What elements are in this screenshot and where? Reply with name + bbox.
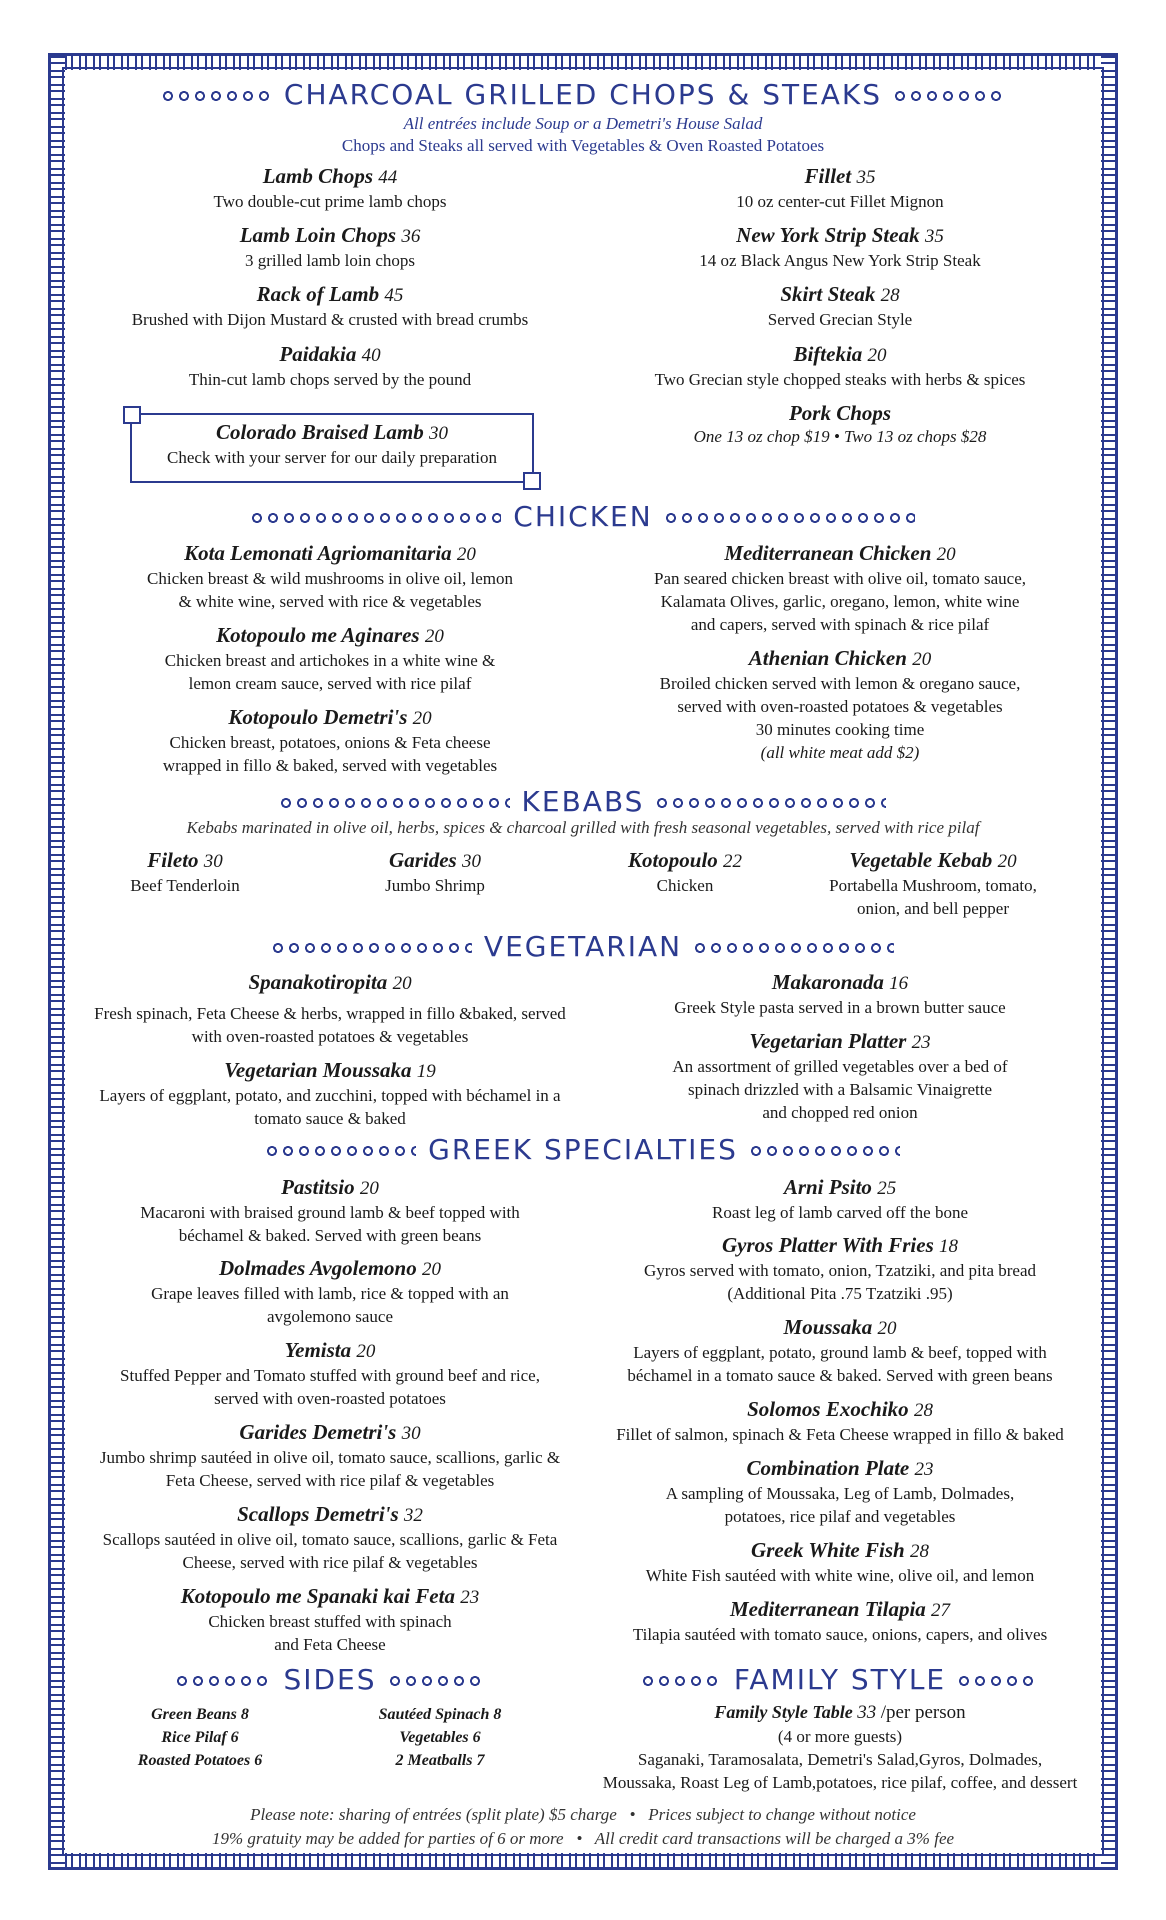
- footer-text: Prices subject to change without notice: [648, 1805, 916, 1824]
- item-desc: with oven-roasted potatoes & vegetables: [191, 1027, 469, 1046]
- wave-ornament-icon: [665, 512, 915, 524]
- item-desc: béchamel in a tomato sauce & baked. Served with green beans: [627, 1366, 1053, 1385]
- wave-ornament-icon: [389, 1675, 484, 1687]
- item-desc: wrapped in fillo & baked, served with vegetables: [162, 756, 498, 775]
- item-desc: 10 oz center-cut Fillet Mignon: [736, 192, 944, 211]
- item-desc: Gyros served with tomato, onion, Tzatziki, and pita bread: [643, 1261, 1036, 1280]
- menu-item: [590, 164, 1090, 213]
- wave-ornament-icon: [272, 942, 472, 954]
- item-price: 40: [361, 345, 381, 366]
- side-item: Green Beans 8: [151, 1706, 249, 1723]
- item-name: Combination Plate: [746, 1456, 910, 1480]
- item-name: Fileto: [147, 848, 199, 872]
- item-price: 19: [416, 1061, 436, 1082]
- menu-item: [80, 1256, 580, 1328]
- section-subtitle: Chops and Steaks all served with Vegetables & Oven Roasted Potatoes: [341, 136, 825, 155]
- item-name: Arni Psito: [783, 1175, 872, 1199]
- menu-item: [80, 1338, 580, 1410]
- wave-ornament-icon: [694, 942, 894, 954]
- item-price: 20: [392, 973, 412, 994]
- item-price: 30: [203, 851, 223, 872]
- menu-item: [80, 1584, 580, 1656]
- menu-item: [590, 342, 1090, 391]
- menu-item: [590, 1538, 1090, 1587]
- wave-ornament-icon: [894, 90, 1004, 102]
- item-desc: Chicken: [656, 876, 714, 895]
- item-price: 35: [924, 226, 944, 247]
- footer-note: 19% gratuity may be added for parties of 6 or more • All credit card transactions will be charged a 3% fee: [211, 1829, 955, 1848]
- menu-item: [590, 1315, 1090, 1387]
- item-desc: Stuffed Pepper and Tomato stuffed with ground beef and rice,: [120, 1366, 540, 1385]
- item-price: 30: [401, 1423, 421, 1444]
- footer-text: 19% gratuity may be added for parties of 6 or more: [211, 1829, 564, 1848]
- item-desc: Fillet of salmon, spinach & Feta Cheese wrapped in fillo & baked: [616, 1425, 1064, 1444]
- item-price: 32: [403, 1505, 423, 1526]
- item-desc: Check with your server for our daily preparation: [167, 448, 497, 467]
- item-name: Athenian Chicken: [748, 646, 907, 670]
- item-desc: Scallops sautéed in olive oil, tomato sauce, scallions, garlic & Feta: [102, 1530, 558, 1549]
- item-name: Gyros Platter With Fries: [721, 1233, 934, 1257]
- menu-item: [80, 342, 580, 391]
- menu-item: [590, 1597, 1090, 1646]
- menu-item: [110, 848, 260, 897]
- item-price: 33: [857, 1702, 877, 1723]
- item-desc: Two double-cut prime lamb chops: [213, 192, 447, 211]
- menu-item: [80, 970, 580, 1048]
- menu-item: [590, 1175, 1090, 1224]
- section-title-family-style: [590, 1663, 1090, 1696]
- section-title-text: FAMILY STYLE: [733, 1663, 947, 1696]
- wave-ornament-icon: [642, 1675, 722, 1687]
- item-name: Garides Demetri's: [239, 1420, 397, 1444]
- item-desc: served with oven-roasted potatoes & vegetables: [677, 697, 1003, 716]
- item-name: Kotopoulo: [627, 848, 718, 872]
- section-title-charcoal: [0, 78, 1166, 111]
- item-price: 20: [936, 544, 956, 565]
- item-price: 28: [913, 1400, 933, 1421]
- section-subtitle: Kebabs marinated in olive oil, herbs, spices & charcoal grilled with fresh seasonal vegetables, served with rice pilaf: [186, 818, 980, 837]
- item-price: 20: [456, 544, 476, 565]
- item-name: Rack of Lamb: [256, 282, 380, 306]
- item-name: Vegetarian Moussaka: [224, 1058, 412, 1082]
- item-desc: Cheese, served with rice pilaf & vegetables: [182, 1553, 478, 1572]
- item-desc: lemon cream sauce, served with rice pilaf: [188, 674, 472, 693]
- footer-text: Please note: sharing of entrées (split plate) $5 charge: [250, 1805, 617, 1824]
- item-desc: Fresh spinach, Feta Cheese & herbs, wrapped in fillo &baked, served: [94, 1004, 566, 1023]
- menu-item: [590, 646, 1090, 764]
- item-desc: Chicken breast & wild mushrooms in olive oil, lemon: [147, 569, 513, 588]
- menu-item: [80, 705, 580, 777]
- side-item: Roasted Potatoes 6: [137, 1752, 263, 1769]
- wave-ornament-icon: [266, 1145, 416, 1157]
- item-name: Scallops Demetri's: [237, 1502, 399, 1526]
- wave-ornament-icon: [251, 512, 501, 524]
- item-price: 20: [997, 851, 1017, 872]
- item-name: Yemista: [284, 1338, 352, 1362]
- menu-item: [80, 1502, 580, 1574]
- side-item: Rice Pilaf 6: [161, 1729, 239, 1746]
- item-desc: Jumbo Shrimp: [385, 876, 485, 895]
- item-desc: An assortment of grilled vegetables over a bed of: [672, 1057, 1008, 1076]
- menu-item: [590, 1233, 1090, 1305]
- item-desc: and capers, served with spinach & rice pilaf: [690, 615, 990, 634]
- section-title-text: VEGETARIAN: [483, 930, 683, 963]
- item-name: Paidakia: [279, 342, 357, 366]
- item-price: 20: [422, 1259, 441, 1280]
- item-desc: (4 or more guests): [777, 1727, 903, 1746]
- item-desc: Roast leg of lamb carved off the bone: [711, 1203, 969, 1222]
- item-desc: Feta Cheese, served with rice pilaf & vegetables: [165, 1471, 495, 1490]
- item-price: 22: [723, 851, 743, 872]
- item-desc: Layers of eggplant, potato, ground lamb & beef, topped with: [633, 1343, 1047, 1362]
- footer-note: Please note: sharing of entrées (split plate) $5 charge • Prices subject to change without notice: [250, 1805, 916, 1824]
- item-desc: A sampling of Moussaka, Leg of Lamb, Dolmades,: [665, 1484, 1015, 1503]
- item-name: Fillet: [804, 164, 852, 188]
- item-price: 23: [914, 1459, 934, 1480]
- item-name: Dolmades Avgolemono: [219, 1256, 417, 1280]
- item-desc: Layers of eggplant, potato, and zucchini, topped with béchamel in a: [99, 1086, 561, 1105]
- item-desc: Moussaka, Roast Leg of Lamb,potatoes, rice pilaf, coffee, and dessert: [602, 1773, 1078, 1792]
- item-price: 30: [428, 423, 448, 444]
- menu-item-family: [590, 1700, 1090, 1794]
- menu-item: [590, 1456, 1090, 1528]
- section-title-greek-specialties: [0, 1133, 1166, 1166]
- item-name: Mediterranean Tilapia: [729, 1597, 926, 1621]
- item-desc: 3 grilled lamb loin chops: [245, 251, 415, 270]
- menu-item: [80, 541, 580, 613]
- item-desc: spinach drizzled with a Balsamic Vinaigrette: [687, 1080, 993, 1099]
- item-desc: Grape leaves filled with lamb, rice & topped with an: [151, 1284, 509, 1303]
- wave-ornament-icon: [162, 90, 272, 102]
- item-desc: (all white meat add $2): [760, 743, 920, 762]
- item-desc: Chicken breast, potatoes, onions & Feta cheese: [169, 733, 491, 752]
- item-name: Biftekia: [793, 342, 863, 366]
- item-name: Spanakotiropita: [248, 970, 388, 994]
- footer-text: All credit card transactions will be charged a 3% fee: [594, 1829, 955, 1848]
- menu-item: [80, 1175, 580, 1247]
- menu-item-special: [130, 420, 534, 469]
- menu-item: [80, 223, 580, 272]
- item-price: 20: [359, 1178, 379, 1199]
- item-desc: Two Grecian style chopped steaks with herbs & spices: [654, 370, 1026, 389]
- menu-item: [80, 1420, 580, 1492]
- item-price: 27: [931, 1600, 951, 1621]
- item-name: Kotopoulo me Spanaki kai Feta: [180, 1584, 455, 1608]
- item-price: 44: [378, 167, 398, 188]
- menu-item: [590, 1029, 1090, 1124]
- menu-item: [590, 223, 1090, 272]
- item-desc: One 13 oz chop $19 • Two 13 oz chops $28: [693, 427, 987, 446]
- item-price: 20: [867, 345, 887, 366]
- item-name: Kota Lemonati Agriomanitaria: [184, 541, 452, 565]
- item-name: Makaronada: [771, 970, 884, 994]
- section-subtitle: All entrées include Soup or a Demetri's House Salad: [403, 114, 763, 133]
- item-desc: Portabella Mushroom, tomato,: [829, 876, 1037, 895]
- menu-item: [80, 282, 580, 331]
- item-price: 35: [856, 167, 876, 188]
- item-name: Vegetarian Platter: [749, 1029, 907, 1053]
- item-name: Lamb Loin Chops: [239, 223, 397, 247]
- wave-ornament-icon: [176, 1675, 271, 1687]
- item-price: 23: [460, 1587, 480, 1608]
- item-price: 36: [401, 226, 421, 247]
- side-item: 2 Meatballs 7: [395, 1752, 485, 1769]
- section-title-text: GREEK SPECIALTIES: [428, 1133, 738, 1166]
- item-price: 20: [877, 1318, 897, 1339]
- item-desc: 14 oz Black Angus New York Strip Steak: [699, 251, 981, 270]
- item-desc: Chicken breast stuffed with spinach: [208, 1612, 452, 1631]
- section-title-text: SIDES: [283, 1663, 377, 1696]
- item-name: Mediterranean Chicken: [724, 541, 932, 565]
- sides-column: [340, 1703, 540, 1772]
- item-desc: Brushed with Dijon Mustard & crusted with bread crumbs: [131, 310, 529, 329]
- item-price: 18: [939, 1236, 959, 1257]
- item-price: 45: [384, 285, 404, 306]
- menu-item: [80, 623, 580, 695]
- side-item: Vegetables 6: [399, 1729, 481, 1746]
- menu-item: [80, 164, 580, 213]
- item-name: Moussaka: [783, 1315, 873, 1339]
- item-price: 25: [877, 1178, 897, 1199]
- item-desc: Broiled chicken served with lemon & oregano sauce,: [659, 674, 1021, 693]
- item-name: Vegetable Kebab: [849, 848, 993, 872]
- section-title-chicken: [0, 500, 1166, 533]
- wave-ornament-icon: [656, 797, 886, 809]
- item-price: 23: [911, 1032, 931, 1053]
- item-desc: Thin-cut lamb chops served by the pound: [188, 370, 472, 389]
- item-name: Family Style Table: [714, 1702, 853, 1722]
- item-desc: Served Grecian Style: [767, 310, 913, 329]
- item-name: Lamb Chops: [262, 164, 374, 188]
- item-desc: and Feta Cheese: [274, 1635, 386, 1654]
- section-title-text: KEBABS: [521, 785, 645, 818]
- section-title-text: CHARCOAL GRILLED CHOPS & STEAKS: [283, 78, 883, 111]
- item-desc: Macaroni with braised ground lamb & beef topped with: [140, 1203, 520, 1222]
- menu-item: [80, 1058, 580, 1130]
- item-name: Greek White Fish: [751, 1538, 905, 1562]
- item-price: 20: [356, 1341, 376, 1362]
- wave-ornament-icon: [750, 1145, 900, 1157]
- item-desc: White Fish sautéed with white wine, olive oil, and lemon: [645, 1566, 1035, 1585]
- menu-item: [590, 970, 1090, 1019]
- menu-item: [590, 541, 1090, 636]
- item-desc: Kalamata Olives, garlic, oregano, lemon, white wine: [660, 592, 1020, 611]
- item-price: 20: [412, 708, 432, 729]
- item-desc: potatoes, rice pilaf and vegetables: [724, 1507, 956, 1526]
- side-item: Sautéed Spinach 8: [378, 1706, 502, 1723]
- item-name: Kotopoulo Demetri's: [228, 705, 408, 729]
- menu-item: [605, 848, 765, 897]
- item-desc: (Additional Pita .75 Tzatziki .95): [727, 1284, 953, 1303]
- item-desc: Jumbo shrimp sautéed in olive oil, tomato sauce, scallions, garlic &: [99, 1448, 561, 1467]
- item-desc: served with oven-roasted potatoes: [214, 1389, 446, 1408]
- item-desc: and chopped red onion: [762, 1103, 918, 1122]
- item-price: 20: [424, 626, 444, 647]
- menu-item: [590, 401, 1090, 448]
- item-desc: Saganaki, Taramosalata, Demetri's Salad,Gyros, Dolmades,: [637, 1750, 1043, 1769]
- item-price: 28: [880, 285, 900, 306]
- wave-ornament-icon: [958, 1675, 1038, 1687]
- item-price: 20: [912, 649, 932, 670]
- section-title-vegetarian: [0, 930, 1166, 963]
- item-name: Kotopoulo me Aginares: [216, 623, 420, 647]
- item-name: Garides: [389, 848, 457, 872]
- item-price: 30: [461, 851, 481, 872]
- item-desc: Greek Style pasta served in a brown butter sauce: [674, 998, 1006, 1017]
- item-name: Pastitsio: [281, 1175, 355, 1199]
- item-desc: 30 minutes cooking time: [755, 720, 925, 739]
- menu-item: [808, 848, 1058, 920]
- item-price-unit: /per person: [880, 1702, 966, 1723]
- section-title-text: CHICKEN: [513, 500, 653, 533]
- item-name: New York Strip Steak: [736, 223, 920, 247]
- menu-item: [360, 848, 510, 897]
- item-desc: béchamel & baked. Served with green beans: [178, 1226, 482, 1245]
- menu-item: [590, 282, 1090, 331]
- section-title-sides: [80, 1663, 580, 1696]
- item-name: Solomos Exochiko: [747, 1397, 909, 1421]
- item-price: 28: [909, 1541, 929, 1562]
- item-desc: Pan seared chicken breast with olive oil, tomato sauce,: [654, 569, 1026, 588]
- item-desc: avgolemono sauce: [266, 1307, 394, 1326]
- sides-column: [100, 1703, 300, 1772]
- wave-ornament-icon: [280, 797, 510, 809]
- item-desc: Tilapia sautéed with tomato sauce, onions, capers, and olives: [632, 1625, 1048, 1644]
- item-price: 16: [889, 973, 909, 994]
- item-desc: Chicken breast and artichokes in a white wine &: [164, 651, 496, 670]
- item-desc: onion, and bell pepper: [856, 899, 1009, 918]
- item-desc: & white wine, served with rice & vegetables: [178, 592, 482, 611]
- menu-item: [590, 1397, 1090, 1446]
- item-name: Skirt Steak: [780, 282, 876, 306]
- item-desc: Beef Tenderloin: [130, 876, 240, 895]
- item-name: Pork Chops: [788, 401, 892, 425]
- item-desc: tomato sauce & baked: [254, 1109, 406, 1128]
- item-name: Colorado Braised Lamb: [216, 420, 424, 444]
- section-title-kebabs: [0, 785, 1166, 818]
